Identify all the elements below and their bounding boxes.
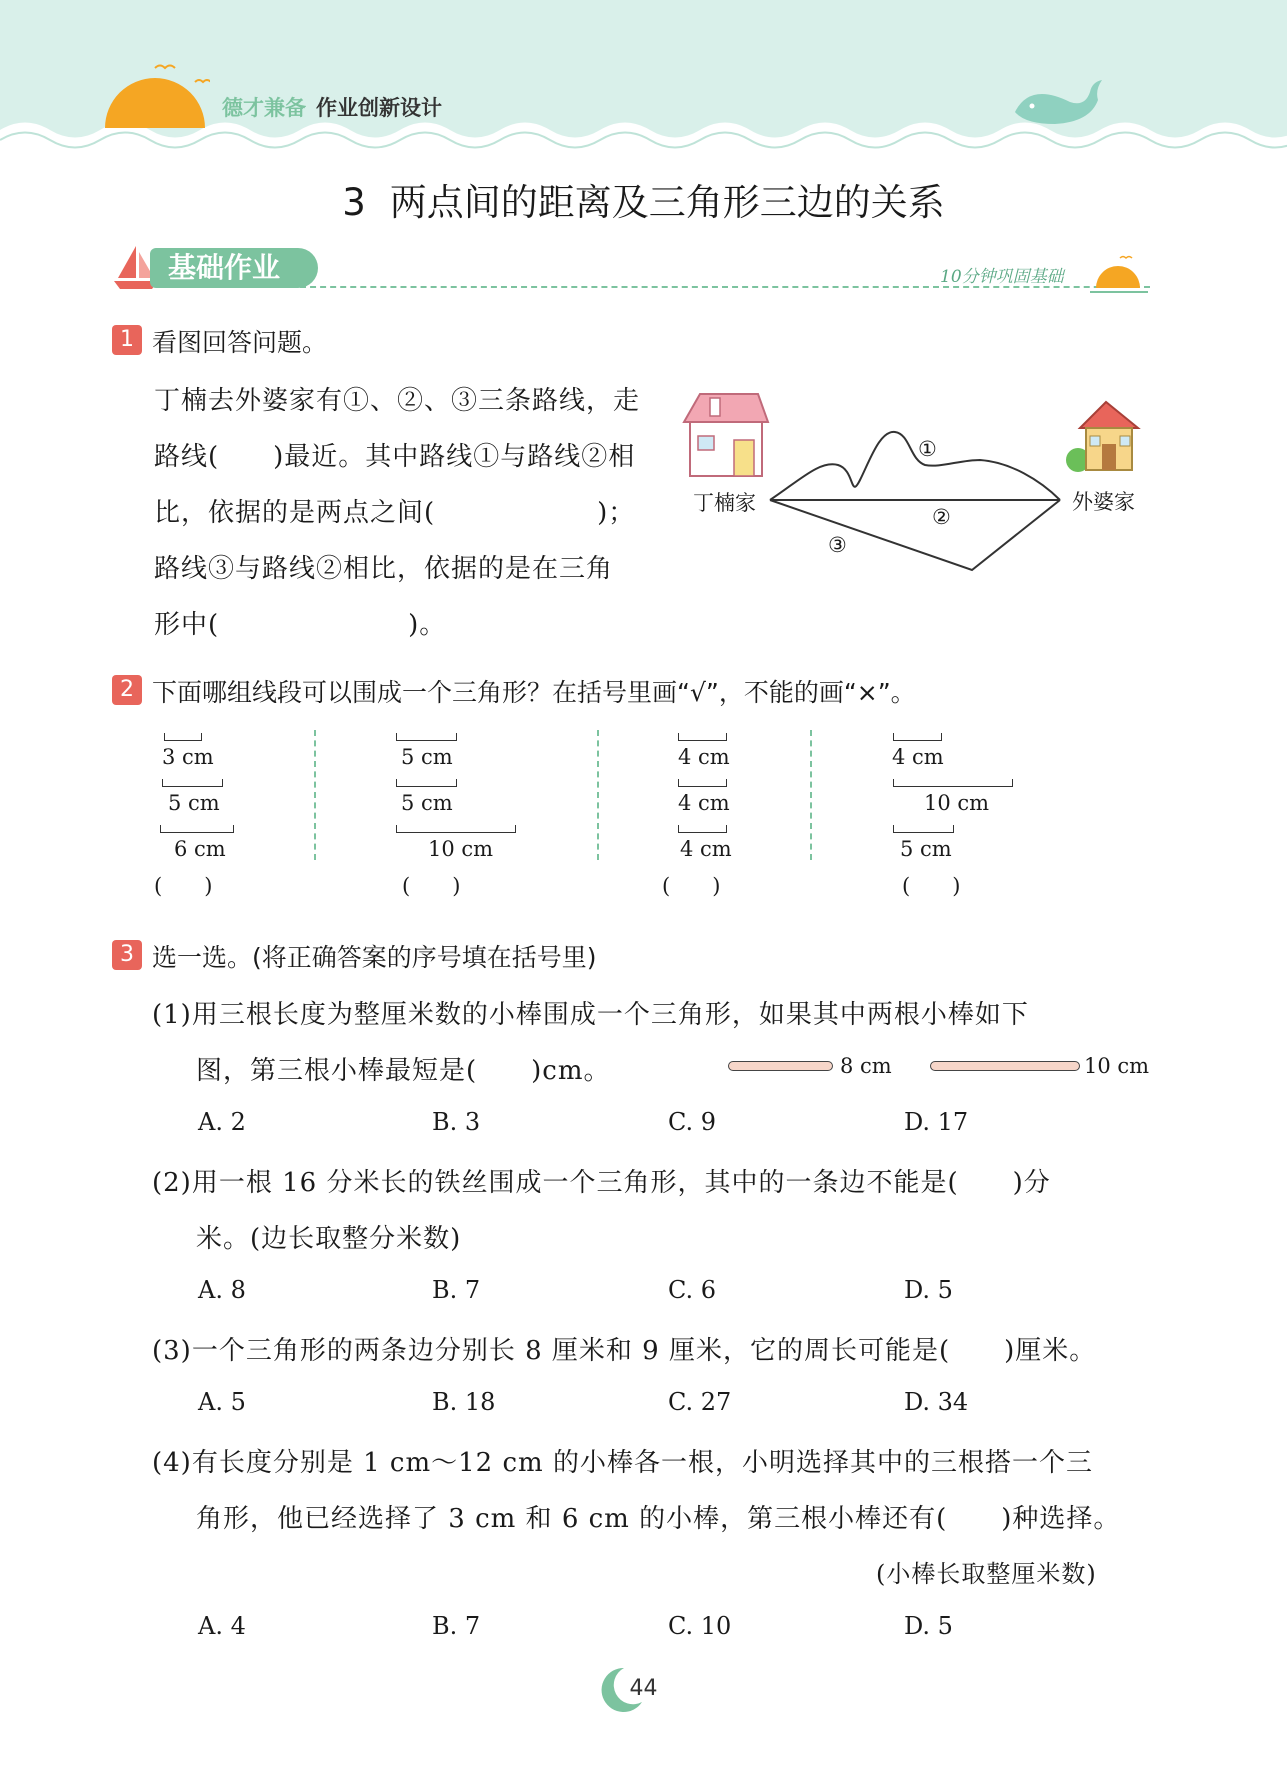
option-b[interactable]: B. 18 <box>432 1388 496 1416</box>
segment <box>164 733 202 741</box>
small-sun-icon <box>1090 252 1150 298</box>
q3-p4-note: (小棒长取整厘米数) <box>876 1560 1097 1588</box>
route-3-label: ③ <box>828 533 847 557</box>
question-1-title: 看图回答问题。 <box>152 328 328 357</box>
q3-p2-line-2: 米。(边长取整分米数) <box>196 1224 462 1254</box>
option-c[interactable]: C. 10 <box>668 1612 732 1640</box>
group-divider <box>810 730 812 860</box>
route-3-line <box>770 500 1060 570</box>
option-b[interactable]: B. 7 <box>432 1612 481 1640</box>
question-number-2: 2 <box>112 675 142 705</box>
segment <box>678 733 727 741</box>
route-diagram <box>760 420 1070 580</box>
option-d[interactable]: D. 5 <box>904 1276 953 1304</box>
group-divider <box>314 730 316 860</box>
segment-label: 4 cm <box>892 745 944 769</box>
segment-label: 4 cm <box>678 745 730 769</box>
question-number-1: 1 <box>112 325 142 355</box>
segment-label: 4 cm <box>678 791 730 815</box>
page-title <box>0 172 1287 226</box>
option-c[interactable]: C. 27 <box>668 1388 732 1416</box>
segment <box>396 825 516 833</box>
segment <box>893 733 942 741</box>
house-icon-left <box>680 390 770 480</box>
stick-10cm-label: 10 cm <box>1084 1054 1150 1078</box>
page-number: 44 <box>629 1676 658 1701</box>
lesson-title: 两点间的距离及三角形三边的关系 <box>389 181 945 224</box>
segment <box>396 779 457 787</box>
q1-text-line-4: 路线③与路线②相比，依据的是在三角 <box>154 554 614 584</box>
option-d[interactable]: D. 17 <box>904 1108 969 1136</box>
question-3-title: 选一选。(将正确答案的序号填在括号里) <box>152 943 597 972</box>
segment <box>893 825 954 833</box>
q1-text-line-3: 比，依据的是两点之间( )； <box>154 498 636 528</box>
q3-p1-line-2: 图，第三根小棒最短是( )cm。 <box>196 1056 611 1086</box>
option-c[interactable]: C. 6 <box>668 1276 717 1304</box>
right-house-label: 外婆家 <box>1072 490 1135 514</box>
section-label: 基础作业 <box>150 248 318 288</box>
stick-10cm <box>930 1061 1080 1071</box>
segment-label: 5 cm <box>900 837 952 861</box>
route-1-line <box>770 432 1060 500</box>
series-name: 德才兼备 <box>222 96 306 120</box>
lesson-number: 3 <box>342 181 366 224</box>
segment <box>893 779 1013 787</box>
q3-p2-line-1: (2)用一根 16 分米长的铁丝围成一个三角形，其中的一条边不能是( )分 <box>152 1168 1051 1198</box>
q1-text-line-1: 丁楠去外婆家有①、②、③三条路线，走 <box>154 386 641 416</box>
segment <box>678 779 727 787</box>
whale-icon <box>1010 72 1110 132</box>
route-2-label: ② <box>932 505 951 529</box>
q3-p4-line-1: (4)有长度分别是 1 cm～12 cm 的小棒各一根，小明选择其中的三根搭一个三 <box>152 1448 1093 1478</box>
option-b[interactable]: B. 7 <box>432 1276 481 1304</box>
segment <box>162 779 223 787</box>
answer-blank[interactable]: ( ) <box>402 874 461 898</box>
option-b[interactable]: B. 3 <box>432 1108 481 1136</box>
stick-8cm-label: 8 cm <box>840 1054 892 1078</box>
segment-label: 10 cm <box>924 791 990 815</box>
segment <box>396 733 457 741</box>
q3-p4-line-2: 角形，他已经选择了 3 cm 和 6 cm 的小棒，第三根小棒还有( )种选择。 <box>196 1504 1121 1534</box>
q3-p3-line-1: (3)一个三角形的两条边分别长 8 厘米和 9 厘米，它的周长可能是( )厘米。 <box>152 1336 1097 1366</box>
series-title <box>222 92 442 122</box>
stick-8cm <box>728 1061 833 1071</box>
segment-label: 5 cm <box>401 791 453 815</box>
left-house-label: 丁楠家 <box>693 491 756 515</box>
option-a[interactable]: A. 2 <box>198 1108 246 1136</box>
option-d[interactable]: D. 34 <box>904 1388 969 1416</box>
option-a[interactable]: A. 5 <box>198 1388 246 1416</box>
sun-icon <box>100 60 210 130</box>
q3-p1-line-1: (1)用三根长度为整厘米数的小棒围成一个三角形，如果其中两根小棒如下 <box>152 1000 1029 1030</box>
option-a[interactable]: A. 8 <box>198 1276 246 1304</box>
segment-label: 10 cm <box>428 837 494 861</box>
segment-label: 6 cm <box>174 837 226 861</box>
segment-label: 5 cm <box>168 791 220 815</box>
answer-blank[interactable]: ( ) <box>902 874 961 898</box>
question-2-title: 下面哪组线段可以围成一个三角形？在括号里画“√”，不能的画“×”。 <box>152 678 916 707</box>
section-subtitle: 10分钟巩固基础 <box>940 267 1064 287</box>
option-a[interactable]: A. 4 <box>198 1612 246 1640</box>
route-1-label: ① <box>918 437 937 461</box>
group-divider <box>597 730 599 860</box>
house-icon-right <box>1066 398 1146 478</box>
segment <box>160 825 234 833</box>
option-c[interactable]: C. 9 <box>668 1108 717 1136</box>
q1-text-line-5: 形中( )。 <box>154 610 447 640</box>
series-subtitle: 作业创新设计 <box>316 96 442 120</box>
segment <box>678 825 727 833</box>
q1-text-line-2: 路线( )最近。其中路线①与路线②相 <box>154 442 636 472</box>
option-d[interactable]: D. 5 <box>904 1612 953 1640</box>
question-number-3: 3 <box>112 940 142 970</box>
segment-label: 3 cm <box>162 745 214 769</box>
segment-label: 4 cm <box>680 837 732 861</box>
answer-blank[interactable]: ( ) <box>154 874 213 898</box>
segment-label: 5 cm <box>401 745 453 769</box>
answer-blank[interactable]: ( ) <box>662 874 721 898</box>
